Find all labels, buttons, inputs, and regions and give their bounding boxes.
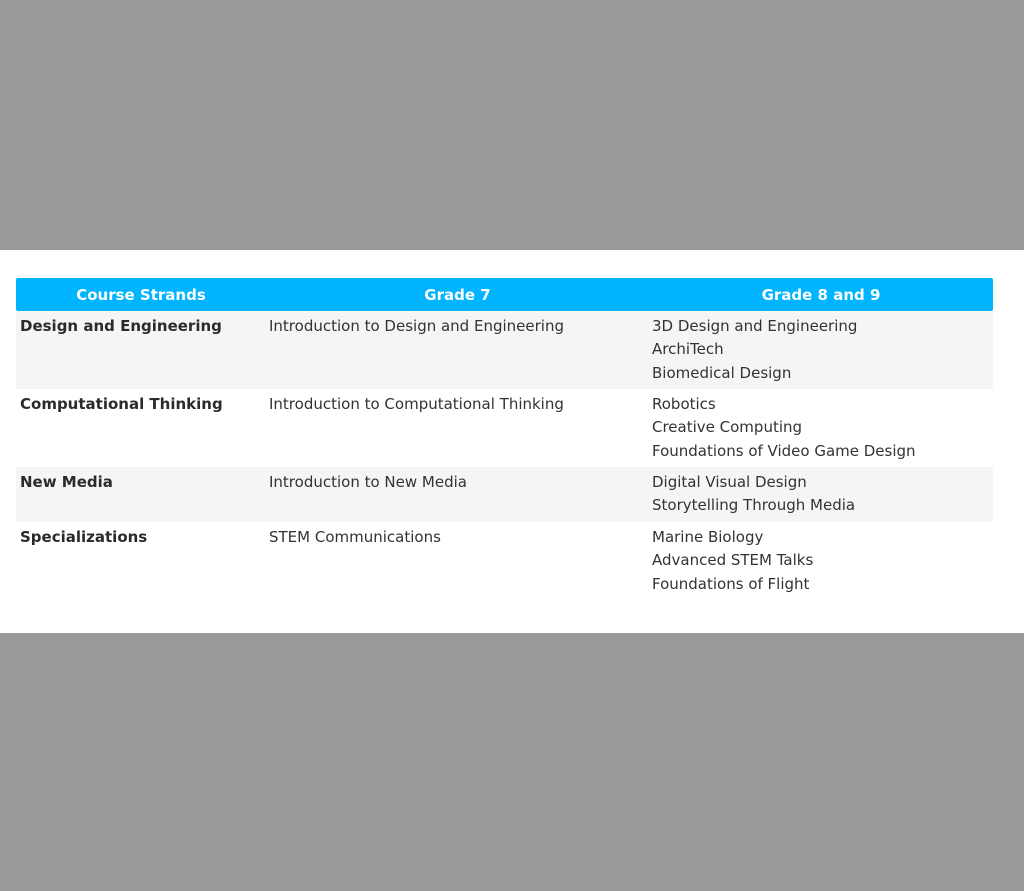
course-item: Robotics	[652, 395, 716, 413]
course-item: 3D Design and Engineering	[652, 317, 858, 335]
header-course-strands: Course Strands	[76, 285, 206, 304]
table-row	[16, 467, 993, 522]
course-item: Creative Computing	[652, 418, 803, 437]
grade89-cell	[649, 522, 993, 596]
grade89-cell	[649, 467, 993, 518]
course-item: Digital Visual Design	[652, 473, 807, 491]
course-item: ArchiTech	[652, 340, 724, 359]
background-top	[0, 0, 1024, 250]
table-header	[16, 278, 993, 311]
background-bottom	[0, 633, 1024, 891]
strand-cell: Computational Thinking	[20, 395, 223, 413]
course-item: Storytelling Through Media	[652, 496, 856, 515]
grade89-cell	[649, 389, 993, 463]
course-table	[16, 278, 993, 600]
grade7-cell: STEM Communications	[269, 528, 441, 546]
course-item: Foundations of Flight	[652, 574, 810, 593]
grade89-cell	[649, 311, 993, 385]
strand-cell: New Media	[20, 473, 113, 491]
course-item: Advanced STEM Talks	[652, 551, 814, 570]
grade7-cell: Introduction to New Media	[269, 473, 467, 491]
content-panel	[0, 250, 1024, 633]
strand-cell: Specializations	[20, 528, 148, 546]
grade7-cell: Introduction to Design and Engineering	[269, 317, 564, 335]
table-row	[16, 311, 993, 389]
grade7-cell: Introduction to Computational Thinking	[269, 395, 564, 413]
header-grade-8-and-9: Grade 8 and 9	[761, 285, 881, 304]
strand-cell: Design and Engineering	[20, 317, 222, 335]
table-row	[16, 389, 993, 467]
header-grade-7: Grade 7	[424, 285, 491, 304]
course-item: Foundations of Video Game Design	[652, 441, 916, 460]
table-row	[16, 522, 993, 600]
course-item: Biomedical Design	[652, 363, 792, 382]
course-item: Marine Biology	[652, 528, 764, 546]
